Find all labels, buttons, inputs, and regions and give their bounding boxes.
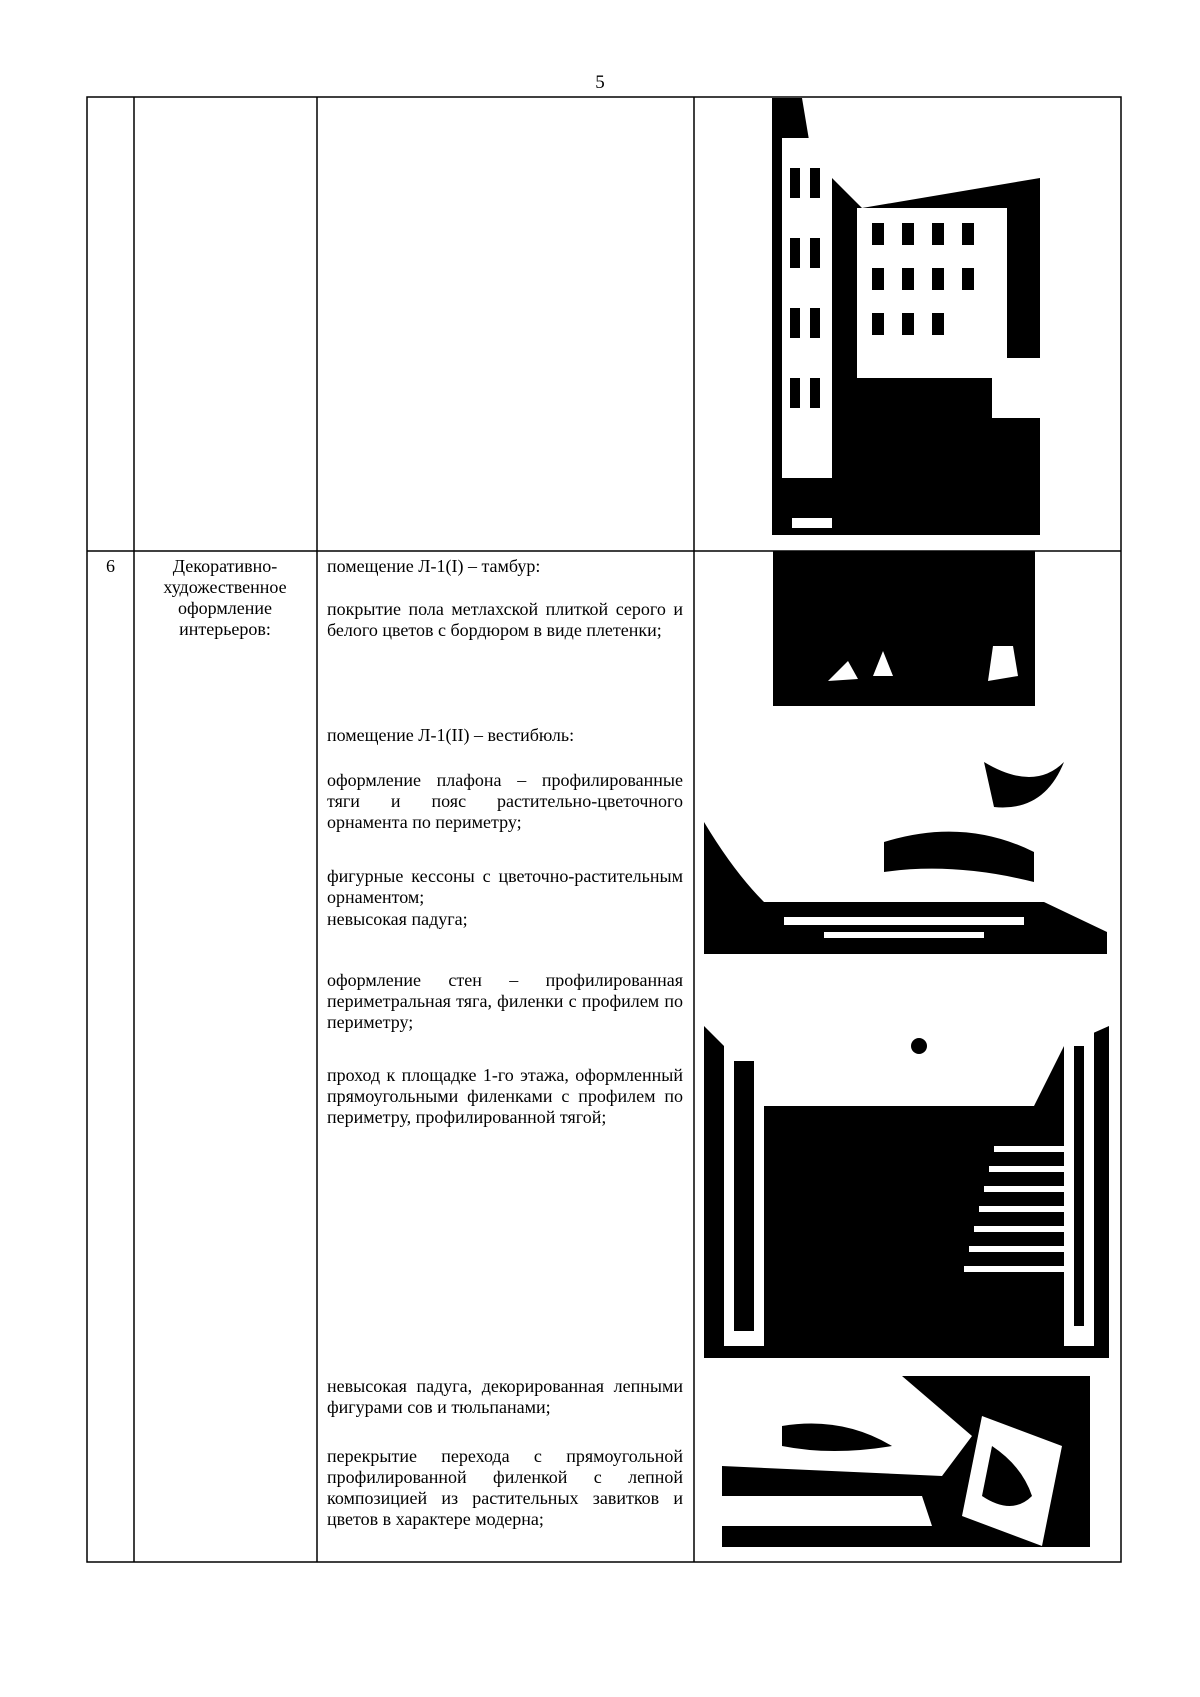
item-plafond: оформление плафона – профилированные тяги и пояс растительно-цветочного орнамента по периметру; <box>327 770 683 832</box>
page-number: 5 <box>595 72 605 93</box>
item-floor: покрытие пола метлахской плиткой серого и белого цветов с бордюром в виде плетенки; <box>327 599 683 640</box>
item-vestibule-heading: помещение Л-1(II) – вестибюль: <box>327 725 575 745</box>
photo-vestibule-plafond <box>704 722 1107 954</box>
row-category: Декоративно-художественное оформление интерьеров: <box>163 556 287 639</box>
photo-tambur-floor <box>773 551 1035 706</box>
item-caissons: фигурные кессоны с цветочно-растительным орнаментом; <box>327 866 683 907</box>
item-paduga: невысокая падуга; <box>327 909 468 929</box>
item-tambur-heading: помещение Л-1(I) – тамбур: <box>327 556 541 576</box>
item-ceiling-passage: перекрытие перехода с прямоугольной профилированной филенкой с лепной композицией из растительных завитков и цветов в характере модерна; <box>327 1446 683 1529</box>
photo-paduga-owls <box>722 1376 1090 1547</box>
photo-vestibule-passage <box>704 966 1109 1358</box>
item-passage: проход к площадке 1-го этажа, оформленный прямоугольными филенками с профилем по периметру, профилированной тягой; <box>327 1065 683 1127</box>
row-number: 6 <box>106 556 115 576</box>
item-walls: оформление стен – профилированная периметральная тяга, филенки с профилем по периметру; <box>327 970 683 1032</box>
photo-courtyard-facade <box>772 98 1040 535</box>
item-paduga-owls: невысокая падуга, декорированная лепными фигурами сов и тюльпанами; <box>327 1376 683 1417</box>
